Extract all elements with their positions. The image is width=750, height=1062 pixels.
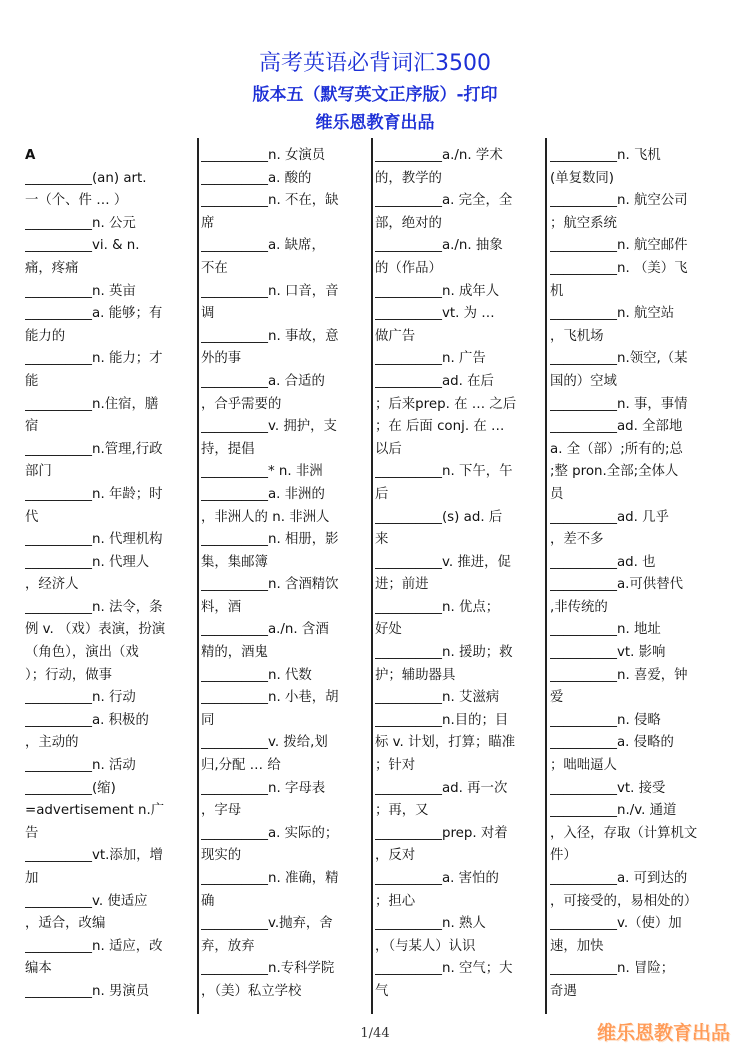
vocab-line: 席: [201, 215, 215, 231]
vocab-line: __________a. 缺席，: [201, 238, 325, 254]
vocab-line: __________v. 拨给,划: [201, 735, 328, 751]
vocab-line: 能: [25, 373, 39, 389]
vocab-line: 的（作品）: [375, 260, 442, 276]
vocab-line: __________n.管理,行政: [25, 441, 163, 457]
vocab-line: __________ad. 几乎: [550, 509, 669, 525]
vocab-line: __________n. 航空公司: [550, 193, 688, 209]
vocab-line: __________vt. 接受: [550, 780, 666, 796]
vocab-line: __________n. 飞机: [550, 148, 661, 163]
vocab-line: ，字母: [201, 803, 242, 819]
vocab-line: __________vt. 影响: [550, 645, 666, 661]
vocab-line: __________n. 法令，条: [25, 599, 163, 615]
vocab-line: __________ad. 全部地: [550, 419, 683, 435]
vocab-line: __________n. 男演员: [25, 983, 150, 999]
vocab-line: 例 v. （戏）表演，扮演: [25, 622, 166, 638]
vocab-line: ；在 后面 conj. 在 …: [375, 419, 505, 435]
vocab-line: ，入径，存取（计算机文: [550, 825, 698, 841]
vocab-line: 爱: [550, 690, 564, 706]
vocab-line: __________n. 航空站: [550, 306, 675, 322]
vocab-line: ，反对: [375, 848, 416, 864]
vocab-line: __________a. 害怕的: [375, 871, 499, 886]
vocab-line: ;整 pron.全部;全体人: [550, 464, 679, 480]
vocab-line: __________n.领空,（某: [550, 351, 688, 367]
vocab-line: __________n. 公元: [25, 215, 136, 231]
column-divider: [197, 138, 199, 1014]
vocab-line: 的，教学的: [375, 170, 442, 186]
vocab-line: __________n. 艾滋病: [375, 690, 500, 706]
vocab-line: __________n. 下午，午: [375, 464, 513, 480]
vocab-line: 标 v. 计划，打算；瞄准: [375, 735, 516, 751]
vocab-line: __________n. 年龄；时: [25, 486, 163, 502]
vocab-line: ，差不多: [550, 532, 604, 548]
vocab-line: __________n. 事，事情: [550, 396, 688, 412]
vocab-line: __________n. 地址: [550, 622, 661, 638]
vocab-line: ，非洲人的 n. 非洲人: [201, 509, 330, 525]
vocab-line: __________n. 喜爱，钟: [550, 667, 688, 683]
publisher-line: 维乐恩教育出品: [315, 113, 435, 133]
vocab-line: __________(an) art.: [25, 170, 147, 186]
vocab-line: 宿: [25, 419, 39, 435]
vocab-line: __________n. 熟人: [375, 916, 486, 932]
vocab-line: 料，酒: [201, 599, 242, 615]
vocab-line: __________a. 能够；有: [25, 306, 163, 322]
vocab-line: __________n. 能力；才: [25, 351, 163, 367]
vocab-line: __________vi. & n.: [25, 238, 140, 254]
vocab-line: 同: [201, 712, 215, 728]
vocab-line: 员: [550, 486, 564, 502]
vocab-line: __________n. 不在，缺: [201, 193, 339, 209]
vocab-line: 编本: [25, 961, 52, 977]
page-title: 高考英语必背词汇3500: [259, 51, 491, 76]
vocab-line: __________n. 代理人: [25, 554, 150, 570]
vocab-line: 痛，疼痛: [25, 260, 79, 276]
vocab-line: __________a. 可到达的: [550, 871, 688, 886]
column-divider: [545, 138, 547, 1014]
vocab-line: 机: [550, 283, 564, 299]
vocab-line: 不在: [201, 260, 228, 276]
vocab-line: __________n. 字母表: [201, 780, 326, 796]
vocab-line: 件）: [550, 848, 577, 864]
vocab-line: 能力的: [25, 328, 66, 344]
vocab-line: 外的事: [201, 351, 242, 367]
vocab-line: __________vt. 为 …: [375, 306, 495, 322]
vocab-line: 持，提倡: [201, 441, 255, 457]
vocab-line: 集，集邮簿: [201, 554, 268, 570]
vocab-column-3: [375, 145, 541, 1004]
vocab-line: __________v. 推进，促: [375, 554, 511, 570]
vocab-line: 气: [375, 983, 389, 999]
vocab-line: __________a. 实际的；: [201, 825, 339, 841]
vocab-line: __________n. 事故，意: [201, 328, 339, 344]
vocab-line: __________n. 准确，精: [201, 871, 339, 886]
vocab-column-1: [25, 145, 191, 1004]
vocab-line: 速，加快: [550, 938, 604, 954]
vocab-line: =advertisement n.广: [25, 803, 165, 819]
vocab-line: __________(s) ad. 后: [375, 509, 503, 525]
vocab-line: 精的，酒鬼: [201, 645, 268, 661]
vocab-line: ；航空系统: [550, 215, 617, 231]
vocab-line: __________n. 广告: [375, 351, 486, 367]
vocab-line: __________a./n. 抽象: [375, 238, 503, 254]
vocab-line: __________a. 积极的: [25, 712, 149, 728]
vocab-line: ；咄咄逼人: [550, 758, 617, 774]
vocab-line: __________ad. 再一次: [375, 780, 508, 796]
vocab-line: 进；前进: [375, 577, 429, 593]
section-letter-heading: A: [25, 148, 36, 163]
column-divider: [371, 138, 373, 1014]
vocab-line: __________a./n. 含酒: [201, 622, 329, 638]
watermark-logo: 维乐恩教育出品: [596, 1022, 730, 1044]
vocab-line: 部门: [25, 464, 52, 480]
vocab-line: ,非传统的: [550, 599, 608, 615]
vocab-line: ，（与某人）认识: [375, 938, 476, 954]
vocab-line: __________n.住宿，膳: [25, 396, 159, 412]
vocab-line: 调: [201, 306, 215, 322]
vocab-line: 以后: [375, 441, 402, 457]
vocab-line: ，经济人: [25, 577, 79, 593]
vocab-line: 来: [375, 532, 389, 548]
vocab-line: __________n. 活动: [25, 758, 136, 774]
vocab-line: ，可接受的，易相处的）: [550, 893, 698, 909]
vocab-line: __________n. 侵略: [550, 712, 661, 728]
vocab-line: 告: [25, 825, 39, 841]
vocab-line: __________n. 口音，音: [201, 283, 339, 299]
vocab-column-4: [550, 145, 716, 1004]
vocab-line: ，适合，改编: [25, 916, 106, 932]
page-number: 1/44: [360, 1026, 390, 1041]
vocab-line: __________n. 代数: [201, 667, 312, 683]
vocab-line: ；针对: [375, 758, 416, 774]
vocab-line: __________a. 非洲的: [201, 486, 325, 502]
vocab-line: 好处: [375, 622, 402, 638]
vocab-line: __________n. 代理机构: [25, 532, 163, 548]
vocab-line: __________n. 空气；大: [375, 961, 513, 977]
vocab-line: __________ad. 在后: [375, 373, 494, 389]
vocab-line: __________* n. 非洲: [201, 464, 323, 480]
vocab-line: __________ad. 也: [550, 554, 656, 570]
vocab-line: ，（美）私立学校: [201, 983, 302, 999]
vocab-line: ；担心: [375, 893, 416, 909]
vocab-line: __________n./v. 通道: [550, 803, 677, 819]
vocab-line: 现实的: [201, 848, 242, 864]
page-subtitle: 版本五（默写英文正序版）-打印: [252, 85, 498, 105]
vocab-line: ；后来prep. 在 … 之后: [375, 396, 517, 412]
vocab-line: __________v.抛弃，舍: [201, 916, 333, 932]
vocab-line: __________n. 冒险；: [550, 961, 675, 977]
vocab-line: __________n. 英亩: [25, 283, 136, 299]
vocab-line: ；再，又: [375, 803, 429, 819]
vocab-line: __________a.可供替代: [550, 577, 683, 593]
vocab-line: __________n. 适应，改: [25, 938, 163, 954]
vocab-line: __________a. 完全，全: [375, 193, 513, 209]
vocab-line: 后: [375, 486, 389, 502]
vocab-line: __________v.（使）加: [550, 916, 682, 932]
vocab-line: __________n. 成年人: [375, 283, 500, 299]
vocab-line: __________(缩): [25, 780, 116, 796]
vocab-line: __________n. 相册，影: [201, 532, 339, 548]
vocab-line: __________n. （美）飞: [550, 260, 688, 276]
vocab-line: __________n. 女演员: [201, 148, 326, 163]
vocab-line: 部，绝对的: [375, 215, 442, 231]
vocab-line: a. 全（部）;所有的;总: [550, 441, 683, 457]
vocab-line: 做广告: [375, 328, 416, 344]
vocab-line: (单复数同): [550, 170, 615, 186]
vocab-line: 国的）空域: [550, 373, 617, 389]
vocab-line: 弃，放弃: [201, 938, 255, 954]
vocab-line: __________a. 侵略的: [550, 735, 674, 751]
vocab-line: __________vt.添加，增: [25, 848, 163, 864]
vocab-column-2: [201, 145, 367, 1004]
vocab-line: __________a. 合适的: [201, 373, 325, 389]
vocab-line: 奇遇: [550, 983, 577, 999]
vocab-line: __________n. 援助；救: [375, 645, 513, 661]
vocab-line: __________n. 优点；: [375, 599, 500, 615]
vocab-line: __________n. 航空邮件: [550, 238, 688, 254]
vocab-line: __________v. 拥护，支: [201, 419, 337, 435]
vocab-line: ，主动的: [25, 735, 79, 751]
vocab-line: __________v. 使适应: [25, 893, 148, 909]
vocab-line: __________n. 行动: [25, 690, 136, 706]
vocab-line: __________n. 含酒精饮: [201, 577, 339, 593]
vocab-line: __________n.目的；目: [375, 712, 509, 728]
vocab-line: __________a./n. 学术: [375, 148, 503, 163]
vocab-line: 护；辅助器具: [375, 667, 456, 683]
vocab-line: 加: [25, 871, 39, 886]
vocab-line: 确: [201, 893, 215, 909]
vocab-line: __________n.专科学院: [201, 961, 335, 977]
vocab-line: __________n. 小巷，胡: [201, 690, 339, 706]
vocab-line: __________a. 酸的: [201, 170, 312, 186]
vocab-line: ，飞机场: [550, 328, 604, 344]
vocab-line: ，合乎需要的: [201, 396, 282, 412]
vocab-line: __________prep. 对着: [375, 825, 508, 841]
vocab-line: 归,分配 … 给: [201, 758, 281, 774]
vocab-line: （角色），演出（戏: [25, 645, 139, 661]
vocab-line: 代: [25, 509, 39, 525]
vocab-line: 一（个、件 … ）: [25, 193, 128, 209]
vocab-line: ）；行动，做事: [25, 667, 113, 683]
